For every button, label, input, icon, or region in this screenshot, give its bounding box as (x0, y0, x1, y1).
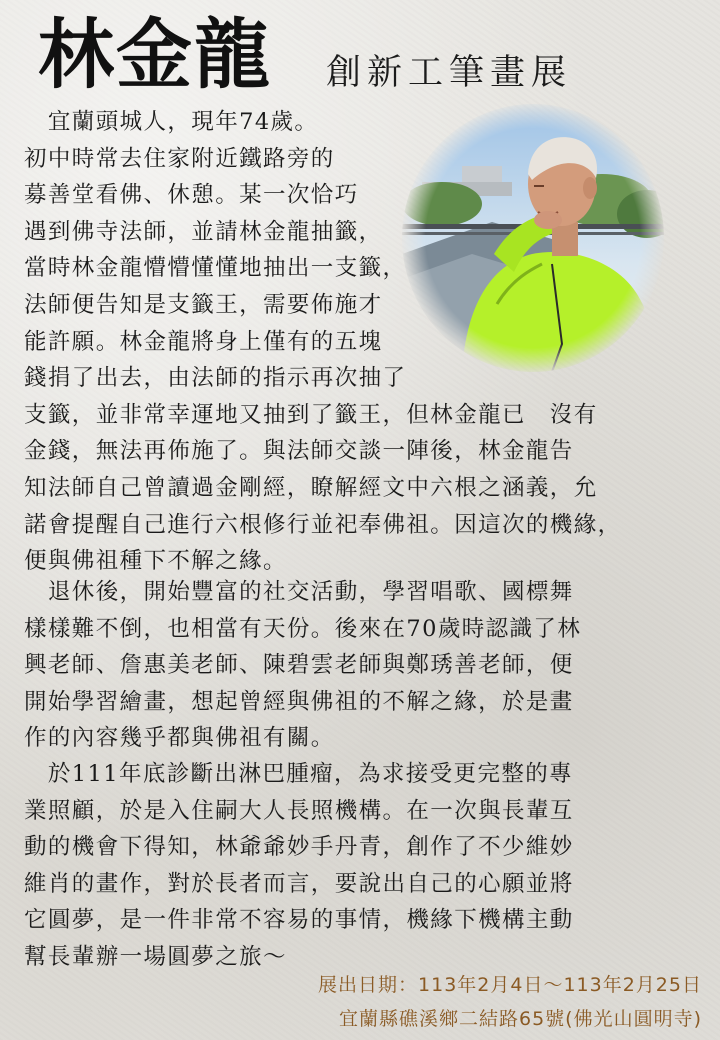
text-line: 遇到佛寺法師，並請林金龍抽籤， (24, 218, 383, 245)
text-line: 宜蘭頭城人，現年74歲。 (24, 109, 319, 135)
text-line: 能許願。林金龍將身上僅有的五塊 (24, 328, 383, 355)
exhibition-info (318, 968, 702, 1036)
text-line: 開始學習繪畫，想起曾經與佛祖的不解之緣，於是畫 (24, 688, 574, 715)
retirement-paragraph (24, 574, 704, 757)
text-line: 金錢，無法再佈施了。與法師交談一陣後，林金龍告 (24, 438, 574, 465)
intro-paragraph (24, 104, 704, 580)
text-line: 知法師自己曾讀過金剛經，瞭解經文中六根之涵義，允 (24, 474, 598, 501)
exhibition-dates: 展出日期：113年2月4日～113年2月25日 (318, 974, 702, 996)
text-line: 它圓夢，是一件非常不容易的事情，機緣下機構主動 (24, 907, 574, 934)
exhibition-address: 宜蘭縣礁溪鄉二結路65號(佛光山圓明寺) (338, 1008, 702, 1030)
text-line: 樣樣難不倒，也相當有天份。後來在70歲時認識了林 (24, 615, 582, 642)
text-line: 募善堂看佛、休憩。某一次恰巧 (24, 182, 359, 209)
text-line: 幫長輩辦一場圓夢之旅～ (24, 943, 287, 970)
text-line: 動的機會下得知，林爺爺妙手丹青，創作了不少維妙 (24, 834, 574, 861)
text-line: 支籤，並非常幸運地又抽到了籤王，但林金龍已 沒有 (24, 401, 598, 428)
text-line: 法師便告知是支籤王，需要佈施才 (24, 291, 383, 318)
text-line: 興老師、詹惠美老師、陳碧雲老師與鄭琇善老師，便 (24, 652, 574, 679)
illness-paragraph (24, 756, 704, 976)
text-line: 便與佛祖種下不解之緣。 (24, 548, 287, 575)
text-line: 維肖的畫作，對於長者而言，要說出自己的心願並將 (24, 870, 574, 897)
text-line: 退休後，開始豐富的社交活動，學習唱歌、國標舞 (24, 579, 574, 605)
exhibition-subtitle: 創新工筆畫展 (326, 53, 573, 93)
text-line: 初中時常去住家附近鐵路旁的 (24, 145, 335, 172)
text-line: 業照顧，於是入住嗣大人長照機構。在一次與長輩互 (24, 797, 574, 824)
text-line: 當時林金龍懵懵懂懂地抽出一支籤， (24, 255, 407, 282)
text-line: 諾會提醒自己進行六根修行並祀奉佛祖。因這次的機緣， (24, 511, 622, 538)
text-line: 錢捐了出去，由法師的指示再次抽了 (24, 365, 407, 392)
text-line: 作的內容幾乎都與佛祖有關。 (24, 725, 335, 752)
text-line: 於111年底診斷出淋巴腫瘤，為求接受更完整的專 (24, 761, 574, 787)
artist-name-title: 林金龍 (38, 10, 272, 99)
